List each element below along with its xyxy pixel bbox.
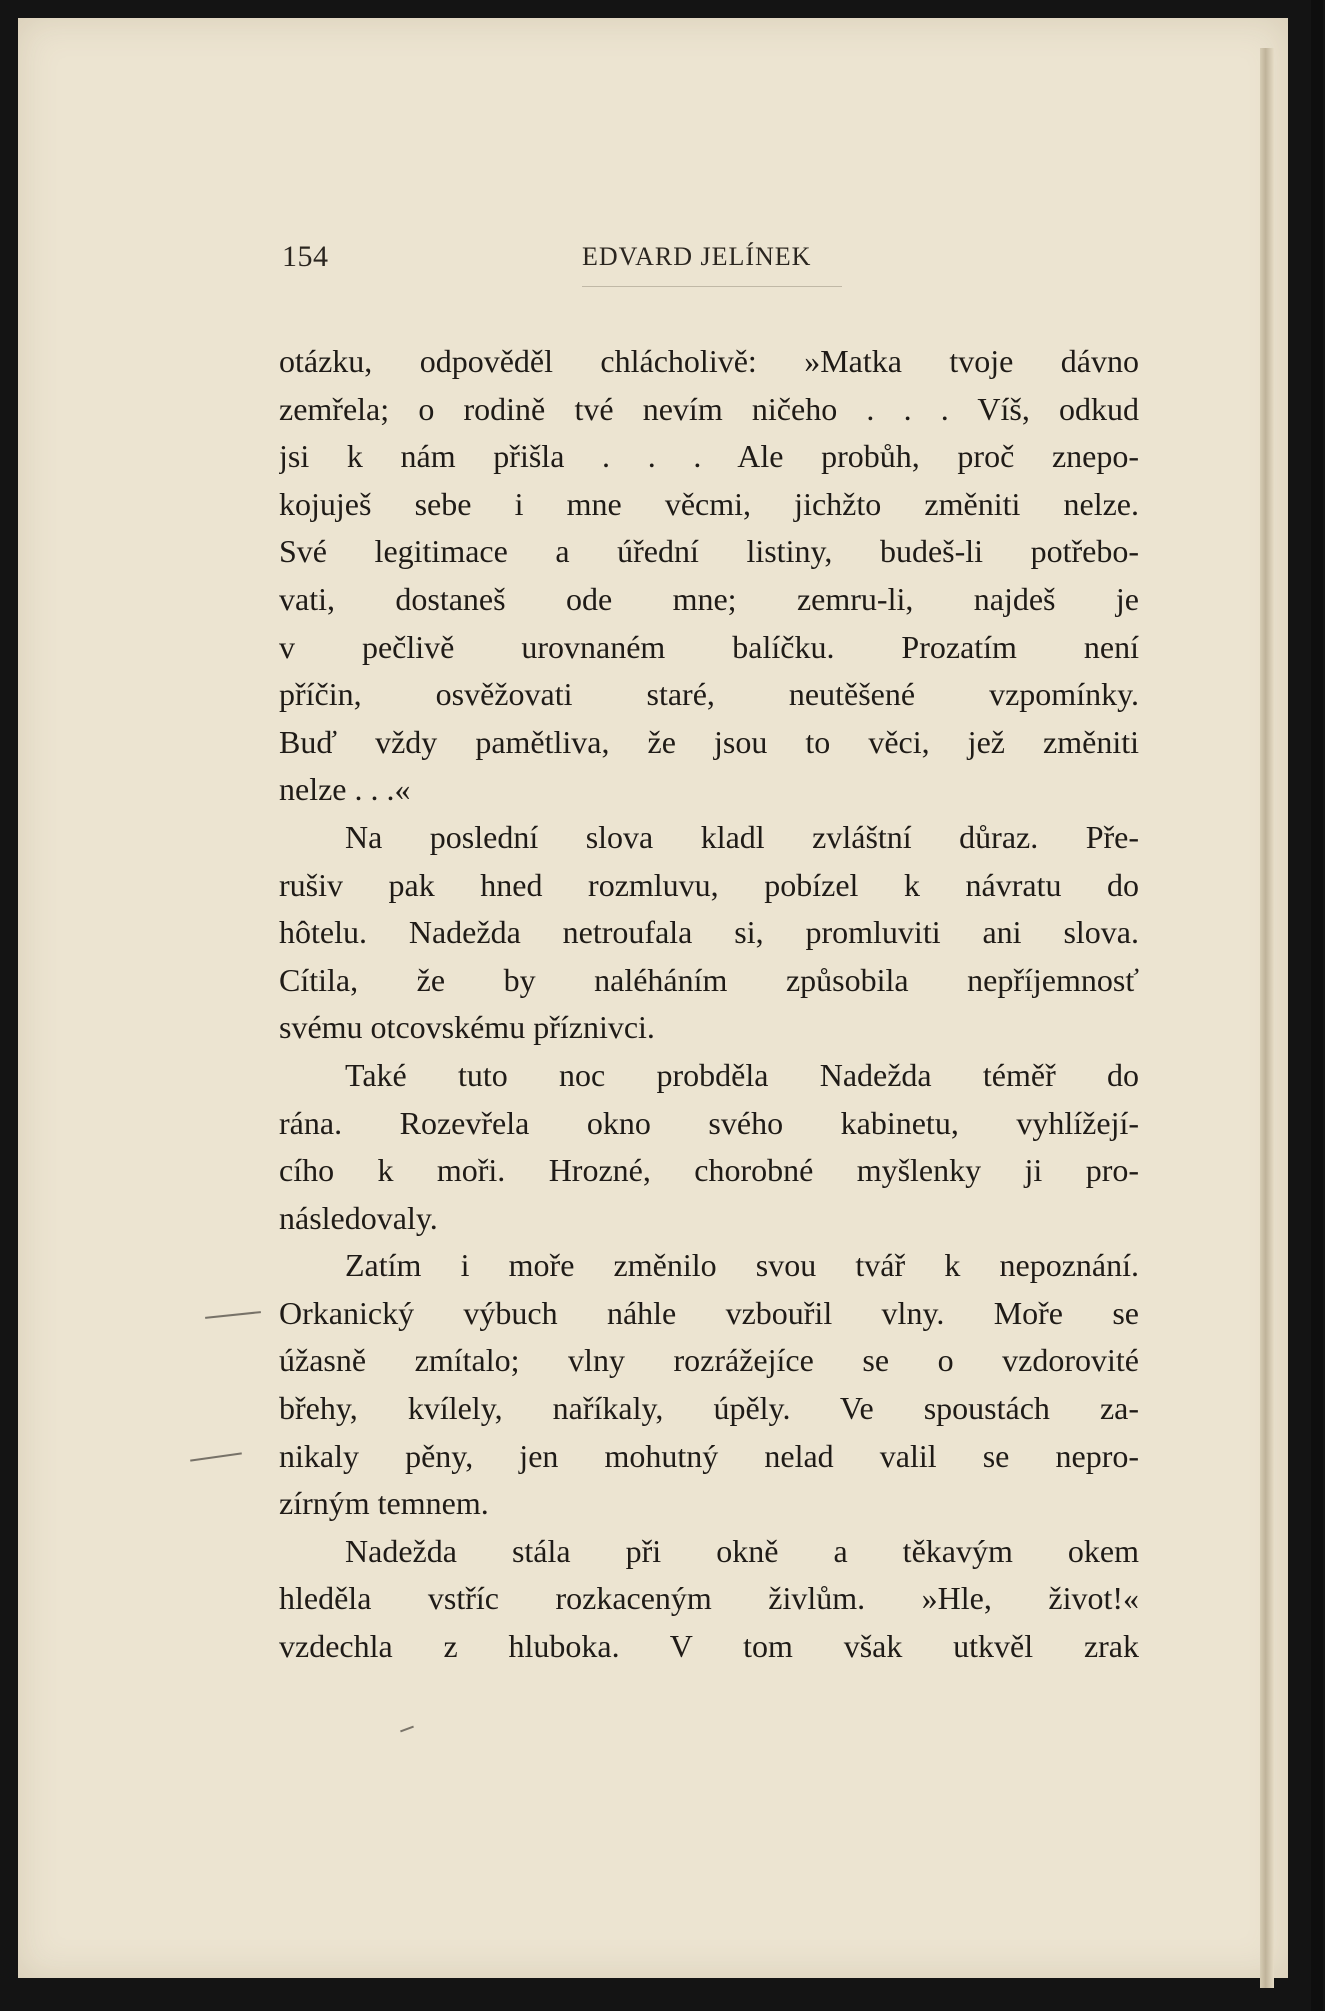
page-number: 154 xyxy=(282,240,329,273)
text-line: Cítila, že by naléháním způsobila nepříjemnosť xyxy=(279,961,1139,998)
text-line: Zatím i moře změnilo svou tvář k nepoznání. xyxy=(345,1247,1139,1284)
header-rule xyxy=(582,286,842,287)
text-line: příčin, osvěžovati staré, neutěšené vzpomínky. xyxy=(279,676,1139,713)
paragraph-5 xyxy=(279,1528,1139,1671)
text-line: nelze . . .« xyxy=(279,771,411,808)
paragraph-2 xyxy=(279,814,1139,1052)
text-line: rušiv pak hned rozmluvu, pobízel k návratu do xyxy=(279,866,1139,903)
paragraph-4 xyxy=(279,1242,1139,1528)
text-line: Orkanický výbuch náhle vzbouřil vlny. Moře se xyxy=(279,1294,1139,1331)
text-line: Buď vždy pamětliva, že jsou to věci, jež změniti xyxy=(279,723,1139,760)
text-line: zírným temnem. xyxy=(279,1485,489,1522)
text-line: vati, dostaneš ode mne; zemru-li, najdeš je xyxy=(279,580,1139,617)
text-line: Také tuto noc probděla Nadežda téměř do xyxy=(345,1056,1139,1093)
text-line: kojuješ sebe i mne věcmi, jichžto změniti nelze. xyxy=(279,485,1139,522)
text-line: břehy, kvílely, naříkaly, úpěly. Ve spoustách za- xyxy=(279,1390,1139,1427)
scan-border-right xyxy=(1311,0,1323,2011)
text-line: Na poslední slova kladl zvláštní důraz. Pře- xyxy=(345,818,1139,855)
text-line: nikaly pěny, jen mohutný nelad valil se nepro- xyxy=(279,1437,1139,1474)
paragraph-1 xyxy=(279,338,1139,814)
text-line: zemřela; o rodině tvé nevím ničeho . . . Víš, odkud xyxy=(279,390,1139,427)
text-line: hleděla vstříc rozkaceným živlům. »Hle, život!« xyxy=(279,1580,1139,1617)
text-line: svému otcovskému příznivci. xyxy=(279,1009,655,1046)
text-line: rána. Rozevřela okno svého kabinetu, vyhlížejí- xyxy=(279,1104,1139,1141)
text-line: Své legitimace a úřední listiny, budeš-li potřebo- xyxy=(279,533,1139,570)
text-line: vzdechla z hluboka. V tom však utkvěl zrak xyxy=(279,1628,1139,1665)
text-line: úžasně zmítalo; vlny rozrážejíce se o vzdorovité xyxy=(279,1342,1139,1379)
text-line: cího k moři. Hrozné, chorobné myšlenky ji pro- xyxy=(279,1152,1139,1189)
body-text xyxy=(279,338,1139,1671)
running-head: EDVARD JELÍNEK xyxy=(582,242,812,271)
text-line: jsi k nám přišla . . . Ale probůh, proč znepo- xyxy=(279,438,1139,475)
text-line: v pečlivě urovnaném balíčku. Prozatím není xyxy=(279,628,1139,665)
page-edge xyxy=(1260,48,1274,1988)
text-line: Nadežda stála při okně a těkavým okem xyxy=(345,1532,1139,1569)
paragraph-3 xyxy=(279,1052,1139,1242)
text-line: hôtelu. Nadežda netroufala si, promluviti ani slova. xyxy=(279,914,1139,951)
text-line: otázku, odpověděl chlácholivě: »Matka tvoje dávno xyxy=(279,343,1139,379)
page-header xyxy=(282,240,1142,280)
text-line: následovaly. xyxy=(279,1199,438,1236)
